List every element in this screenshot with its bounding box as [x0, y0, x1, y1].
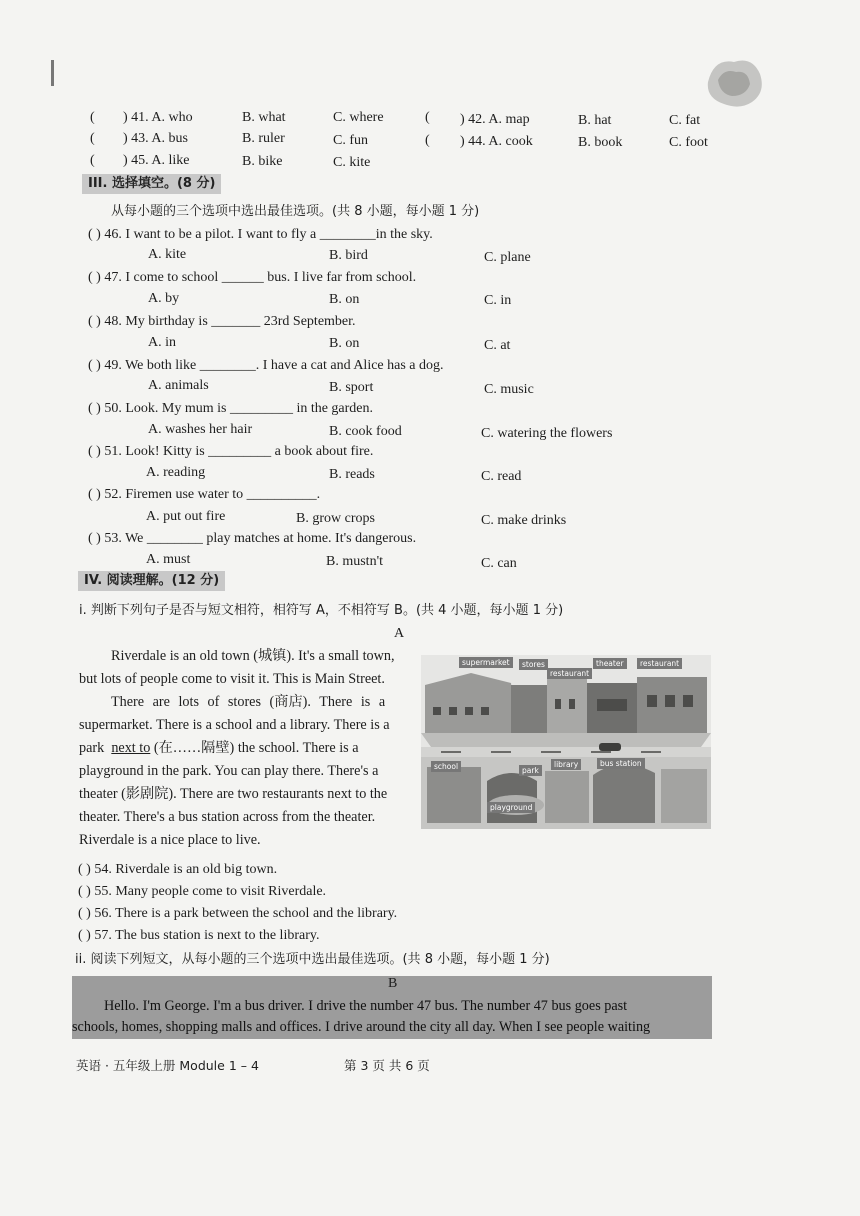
passage-b-label: B — [388, 976, 398, 991]
map-label-theater: theater — [593, 658, 627, 669]
town-map-illustration — [421, 655, 711, 829]
map-label-library: library — [551, 759, 581, 770]
next-to-phrase: next to — [111, 740, 151, 756]
left-edge-mark — [51, 60, 54, 86]
map-label-bus-station: bus station — [597, 758, 645, 769]
map-label-park: park — [519, 765, 542, 776]
section-4-title: IV. 阅读理解。(12 分) — [78, 571, 225, 591]
footer-book-info: 英语 · 五年级上册 Module 1 – 4 — [76, 1058, 259, 1073]
footer-page-number: 第 3 页 共 6 页 — [344, 1058, 430, 1073]
part-i-instruction: i. 判断下列句子是否与短文相符，相符写 A，不相符写 B。(共 4 小题，每小题 1 分) — [79, 603, 564, 618]
judgement-56: ( ) 56. There is a park between the school and the library. — [78, 906, 398, 921]
judgement-54: ( ) 54. Riverdale is an old big town. — [78, 862, 278, 877]
map-label-school: school — [431, 761, 461, 772]
passage-b-line-1: Hello. I'm George. I'm a bus driver. I drive the number 47 bus. The number 47 bus goes past — [104, 998, 628, 1014]
judgement-55: ( ) 55. Many people come to visit Riverdale. — [78, 884, 327, 899]
map-label-playground: playground — [487, 802, 535, 813]
passage-b-line-2: schools, homes, shopping malls and offices. I drive around the city all day. When I see people waiting — [72, 1019, 651, 1035]
passage-next-to-line: park next to (在……隔壁) the school. There is a — [79, 740, 359, 756]
part-ii-instruction: ii. 阅读下列短文，从每小题的三个选项中选出最佳选项。(共 8 小题，每小题 1 分) — [75, 952, 550, 967]
scan-smudge — [700, 52, 770, 112]
map-label-stores: stores — [519, 659, 548, 670]
map-label-restaurant-1: restaurant — [547, 668, 592, 679]
section-3-instruction: 从每小题的三个选项中选出最佳选项。(共 8 小题，每小题 1 分) — [111, 204, 480, 219]
passage-a-label: A — [394, 626, 405, 641]
map-label-restaurant-2: restaurant — [637, 658, 682, 669]
judgement-57: ( ) 57. The bus station is next to the library. — [78, 928, 320, 943]
map-label-supermarket: supermarket — [459, 657, 513, 668]
section-3-title: III. 选择填空。(8 分) — [82, 174, 221, 194]
